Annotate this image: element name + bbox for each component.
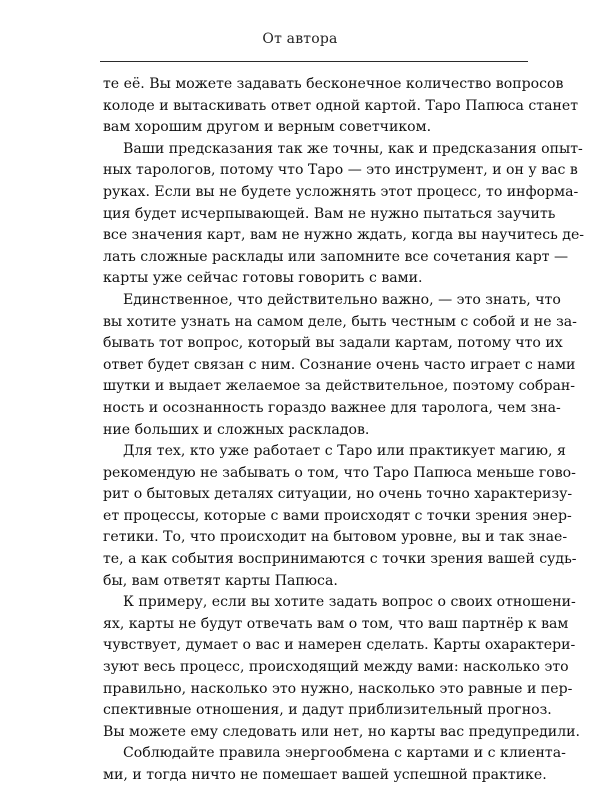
text-line: те, а как события воспринимаются с точки зрения вашей судь- <box>103 551 577 568</box>
text-line: бы, вам ответят карты Папюса. <box>103 572 338 589</box>
text-line: ность и осознанность гораздо важнее для таролога, чем зна- <box>103 399 561 416</box>
paragraph <box>103 139 585 290</box>
text-line: Вы можете ему следовать или нет, но карты вас предупредили. <box>103 723 581 740</box>
text-line: рекомендую не забывать о том, что Таро Папюса меньше гово- <box>103 464 576 481</box>
text-line: ние больших и сложных раскладов. <box>103 421 370 438</box>
paragraph <box>103 290 577 441</box>
body-text <box>103 74 585 787</box>
paragraph <box>103 74 579 139</box>
text-line: ми, и тогда ничто не помешает вашей успешной практике. <box>103 767 547 783</box>
text-line: лать сложные расклады или запомните все сочетания карт — <box>103 248 569 265</box>
running-header: От автора <box>262 31 338 47</box>
text-line: К примеру, если вы хотите задать вопрос о своих отношени- <box>123 594 576 611</box>
text-line: ответ будет связан с ним. Сознание очень часто играет с нами <box>103 356 576 373</box>
text-line: те её. Вы можете задавать бесконечное количество вопросов <box>103 76 564 92</box>
text-line: карты уже сейчас готовы говорить с вами. <box>103 270 423 287</box>
text-line: шутки и выдает желаемое за действительное, поэтому собран- <box>103 378 576 395</box>
text-line: вы хотите узнать на самом деле, быть честным с собой и не за- <box>103 313 577 330</box>
text-line: чувствует, думает о вас и намерен сделать. Карты охарактери- <box>103 637 576 654</box>
text-line: Единственное, что действительно важно, — это знать, что <box>123 291 561 308</box>
text-line: все значения карт, вам не нужно ждать, когда вы научитесь де- <box>103 227 585 244</box>
text-line: вам хорошим другом и верным советчиком. <box>103 119 432 136</box>
text-line: зуют весь процесс, происходящий между вами: насколько это <box>103 659 569 676</box>
text-line: гетики. То, что происходит на бытовом уровне, вы и так знае- <box>103 529 568 546</box>
text-line: Ваши предсказания так же точны, как и предсказания опыт- <box>123 140 583 157</box>
paragraph <box>103 592 581 743</box>
text-line: ных тарологов, потому что Таро — это инструмент, и он у вас в <box>103 162 578 179</box>
text-line: Для тех, кто уже работает с Таро или практикует магию, я <box>123 443 566 460</box>
paragraph <box>103 441 577 592</box>
text-line: Соблюдайте правила энергообмена с картами и с клиента- <box>123 745 566 762</box>
header-rule <box>100 61 528 62</box>
text-line: колоде и вытаскивать ответ одной картой. Таро Папюса станет <box>103 97 579 114</box>
text-line: бывать тот вопрос, который вы задали картам, потому что их <box>103 335 563 352</box>
text-line: руках. Если вы не будете усложнять этот процесс, то информа- <box>103 183 579 200</box>
text-line: спективные отношения, и дадут приблизительный прогноз. <box>103 702 552 719</box>
text-line: ях, карты не будут отвечать вам о том, что ваш партнёр к вам <box>103 615 569 632</box>
text-line: рит о бытовых деталях ситуации, но очень точно характеризу- <box>103 486 573 503</box>
text-line: правильно, насколько это нужно, насколько это равные и пер- <box>103 680 573 697</box>
text-line: ция будет исчерпывающей. Вам не нужно пытаться заучить <box>103 205 556 222</box>
text-line: ет процессы, которые с вами происходят с точки зрения энер- <box>103 507 572 524</box>
